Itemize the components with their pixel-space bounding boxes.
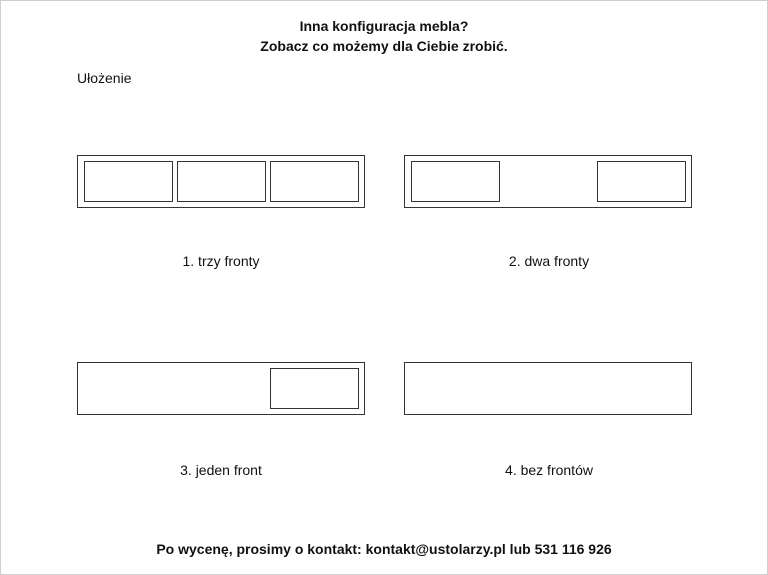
heading-line-1: Inna konfiguracja mebla? bbox=[299, 18, 469, 34]
option-3-caption: 3. jeden front bbox=[180, 462, 262, 478]
front-panel-center bbox=[177, 161, 266, 202]
contact-footer: Po wycenę, prosimy o kontakt: kontakt@ustolarzy.pl lub 531 116 926 bbox=[156, 541, 612, 557]
front-panel-right bbox=[597, 161, 686, 202]
option-4-diagram[interactable] bbox=[404, 362, 692, 415]
option-3-diagram[interactable] bbox=[77, 362, 365, 415]
page-heading bbox=[1, 16, 767, 56]
section-label: Ułożenie bbox=[77, 70, 132, 86]
option-2-caption: 2. dwa fronty bbox=[508, 253, 590, 269]
front-panel-right bbox=[270, 368, 359, 409]
front-panel-left bbox=[411, 161, 500, 202]
option-1-caption: 1. trzy fronty bbox=[182, 253, 260, 269]
option-4-caption: 4. bez frontów bbox=[505, 462, 593, 478]
option-1-diagram[interactable] bbox=[77, 155, 365, 208]
front-panel-left bbox=[84, 161, 173, 202]
heading-line-2: Zobacz co możemy dla Ciebie zrobić. bbox=[260, 38, 508, 54]
front-panel-right bbox=[270, 161, 359, 202]
option-2-diagram[interactable] bbox=[404, 155, 692, 208]
